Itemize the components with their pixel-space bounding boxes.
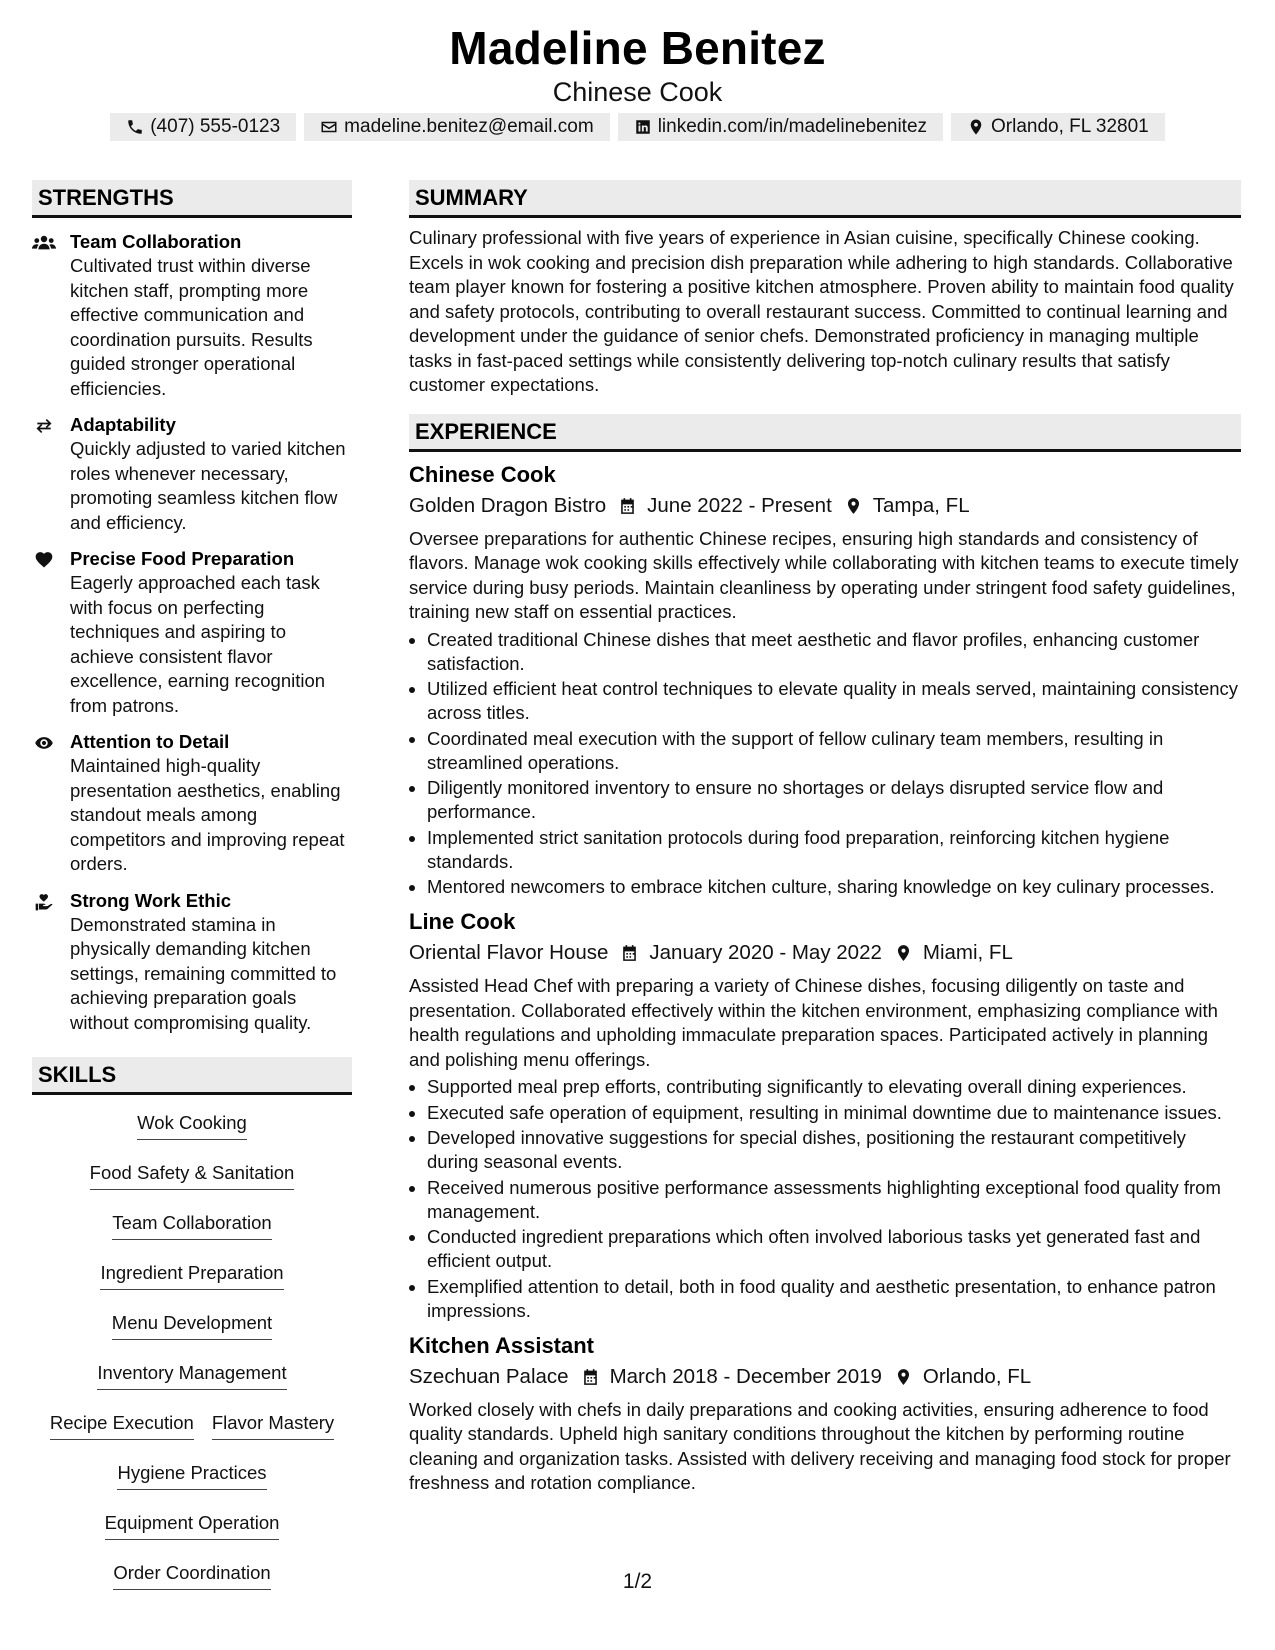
skills-list <box>32 1105 352 1605</box>
strength-item <box>32 230 352 401</box>
job-dates: January 2020 - May 2022 <box>649 941 882 964</box>
job-company: Oriental Flavor House <box>409 941 609 964</box>
strength-item <box>32 889 352 1036</box>
envelope-icon <box>320 118 338 136</box>
contact-bar <box>0 113 1275 141</box>
skill-item: Equipment Operation <box>105 1505 280 1540</box>
job-bullet: • Diligently monitored inventory to ensure no shortages or delays disrupted service flow and performance. <box>427 776 1241 824</box>
skill-item: Wok Cooking <box>137 1105 247 1140</box>
job-title: Chinese Cook <box>409 461 556 487</box>
skills-heading: SKILLS <box>32 1057 352 1095</box>
strength-item <box>32 413 352 535</box>
job-dates: June 2022 - Present <box>647 493 832 517</box>
skill-item: Inventory Management <box>97 1355 286 1390</box>
location-pin-icon <box>894 943 913 963</box>
job-company: Szechuan Palace <box>409 1364 569 1388</box>
calendar-icon <box>618 496 637 516</box>
job-entry <box>409 460 1241 900</box>
strength-item <box>32 547 352 718</box>
job-bullet: • Exemplified attention to detail, both in food quality and aesthetic presentation, to enhance patron impressions. <box>427 1275 1241 1323</box>
experience-heading: EXPERIENCE <box>409 414 1241 452</box>
calendar-icon <box>620 943 639 963</box>
location-pin-icon <box>967 118 985 136</box>
strengths-heading: STRENGTHS <box>32 180 352 218</box>
summary-text: Culinary professional with five years of experience in Asian cuisine, specifically Chinese cooking. Excels in wok cooking and precision dish preparation while adhering to high standards. Collaborative team player known for fostering a positive kitchen atmosphere. Proven ability to maintain food quality and safety protocols, contributing to overall restaurant success. Committed to continual learning and development under the guidance of senior chefs. Demonstrated proficiency in managing multiple tasks in fast-paced settings while consistently delivering top-notch culinary results that satisfy customer expectations. <box>409 227 1234 395</box>
job-description: Assisted Head Chef with preparing a variety of Chinese dishes, focusing diligently on taste and presentation. Collaborated effectively within the kitchen environment, emphasizing compliance with health regulations and upholding immaculate preparation spaces. Participated actively in planning and polishing menu offerings. <box>409 975 1218 1070</box>
right-column <box>409 180 1241 1496</box>
candidate-title: Chinese Cook <box>552 77 723 107</box>
job-entry <box>409 1331 1241 1496</box>
strength-title: Team Collaboration <box>70 231 242 252</box>
strength-title: Strong Work Ethic <box>70 889 232 911</box>
job-bullets <box>409 628 1241 900</box>
summary-heading: SUMMARY <box>409 180 1241 218</box>
job-bullet: • Received numerous positive performance assessments highlighting exceptional food quality from management. <box>427 1176 1241 1224</box>
contact-linkedin-text: linkedin.com/in/madelinebenitez <box>657 116 928 137</box>
job-bullets <box>409 1075 1241 1323</box>
skill-item: Order Coordination <box>113 1555 270 1590</box>
contact-email[interactable] <box>304 113 610 141</box>
skill-item: Flavor Mastery <box>212 1405 334 1440</box>
users-icon <box>32 233 56 253</box>
strength-desc: Quickly adjusted to varied kitchen roles whenever necessary, promoting seamless kitchen flow and efficiency. <box>70 438 346 533</box>
skill-item: Hygiene Practices <box>117 1455 266 1490</box>
job-description: Worked closely with chefs in daily preparations and cooking activities, ensuring adherence to food quality standards. Upheld high sanitary conditions throughout the kitchen by performing routine cleaning and organization tasks. Assisted with delivery receiving and managing food stock for proper freshness and rotation compliance. <box>409 1398 1231 1493</box>
job-bullet: • Conducted ingredient preparations which often involved laborious tasks yet generated fast and efficient output. <box>427 1225 1241 1273</box>
candidate-name: Madeline Benitez <box>449 22 826 74</box>
phone-icon <box>126 118 144 136</box>
resume-header <box>0 22 1275 108</box>
job-bullet: • Created traditional Chinese dishes that meet aesthetic and flavor profiles, enhancing customer satisfaction. <box>427 628 1241 676</box>
job-meta <box>409 938 1241 968</box>
strength-item <box>32 730 352 877</box>
skill-item: Menu Development <box>112 1305 272 1340</box>
contact-email-text: madeline.benitez@email.com <box>344 116 594 137</box>
job-location: Tampa, FL <box>872 493 970 517</box>
arrows-exchange-icon <box>32 416 56 436</box>
contact-location <box>951 113 1165 141</box>
page-number: 1/2 <box>622 1570 653 1593</box>
job-location: Miami, FL <box>922 941 1013 964</box>
hand-heart-icon <box>32 892 56 912</box>
job-bullet: • Executed safe operation of equipment, resulting in minimal downtime due to maintenance issues. <box>427 1101 1241 1125</box>
job-company: Golden Dragon Bistro <box>409 493 607 517</box>
skill-item: Recipe Execution <box>50 1405 194 1440</box>
job-bullet: • Coordinated meal execution with the support of fellow culinary team members, resulting in streamlined operations. <box>427 727 1241 775</box>
job-bullet: • Developed innovative suggestions for special dishes, positioning the restaurant competitively during seasonal events. <box>427 1126 1241 1174</box>
job-bullet: • Implemented strict sanitation protocols during food preparation, reinforcing kitchen hygiene standards. <box>427 826 1241 874</box>
heart-icon <box>32 550 56 570</box>
job-description: Oversee preparations for authentic Chinese recipes, ensuring high standards and consistency of flavors. Manage wok cooking skills effectively while collaborating with kitchen teams to execute timely service during busy periods. Maintain cleanliness by operating under stringent food safety guidelines, training new staff on essential practices. <box>409 527 1239 622</box>
job-meta <box>409 491 1241 521</box>
strength-desc: Eagerly approached each task with focus on perfecting techniques and aspiring to achieve consistent flavor excellence, earning recognition from patrons. <box>70 572 326 716</box>
job-location: Orlando, FL <box>922 1364 1032 1388</box>
job-bullet: • Supported meal prep efforts, contributing significantly to elevating overall dining experiences. <box>427 1075 1241 1099</box>
contact-phone-text: (407) 555-0123 <box>150 116 281 137</box>
skill-item: Team Collaboration <box>112 1205 271 1240</box>
contact-linkedin[interactable] <box>618 113 943 141</box>
job-entry <box>409 907 1241 1323</box>
strength-desc: Cultivated trust within diverse kitchen staff, prompting more effective communication and coordination pursuits. Results guided stronger operational efficiencies. <box>70 255 313 399</box>
job-dates: March 2018 - December 2019 <box>609 1364 882 1388</box>
job-bullet: • Mentored newcomers to embrace kitchen culture, sharing knowledge on key culinary processes. <box>427 875 1241 899</box>
strength-desc: Maintained high-quality presentation aesthetics, enabling standout meals among competitors and improving repeat orders. <box>70 755 345 874</box>
job-bullet: • Utilized efficient heat control techniques to elevate quality in meals served, maintaining consistency across titles. <box>427 677 1241 725</box>
strength-title: Attention to Detail <box>70 731 230 752</box>
left-column <box>32 180 352 1605</box>
location-pin-icon <box>894 1367 913 1387</box>
strength-desc: Demonstrated stamina in physically demanding kitchen settings, remaining committed to achieving preparation goals without compromising quality. <box>70 913 337 1033</box>
skill-item: Ingredient Preparation <box>100 1255 283 1290</box>
job-meta <box>409 1362 1241 1392</box>
calendar-icon <box>581 1367 600 1387</box>
linkedin-icon <box>634 118 652 136</box>
strength-title: Adaptability <box>70 414 176 435</box>
skill-item: Food Safety & Sanitation <box>90 1155 295 1190</box>
job-title: Kitchen Assistant <box>409 1332 595 1358</box>
contact-location-text: Orlando, FL 32801 <box>991 116 1149 137</box>
job-title: Line Cook <box>409 909 516 934</box>
contact-phone[interactable] <box>110 113 296 141</box>
strength-title: Precise Food Preparation <box>70 548 295 569</box>
eye-icon <box>32 733 56 753</box>
location-pin-icon <box>844 496 863 516</box>
